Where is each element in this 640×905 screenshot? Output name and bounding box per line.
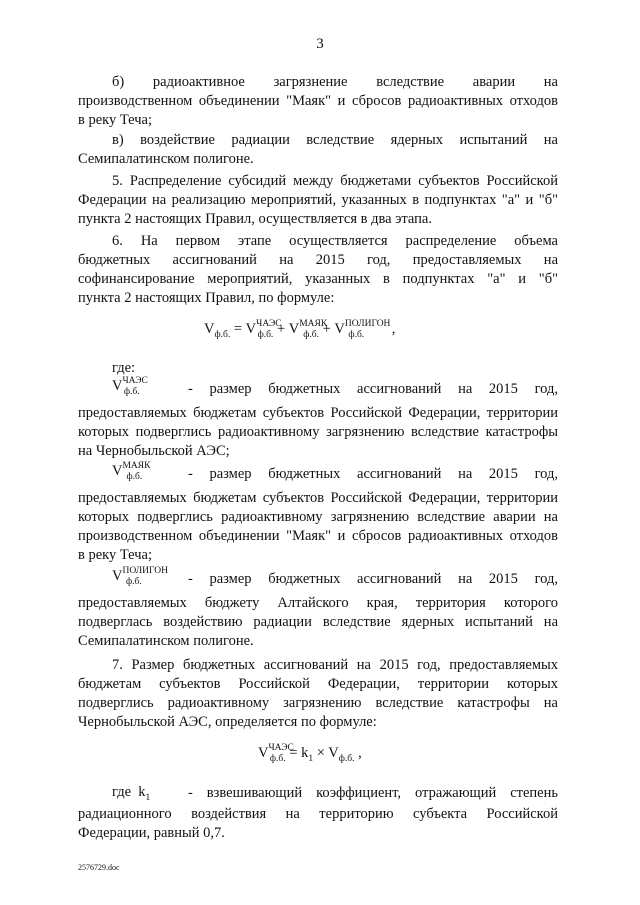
file-name-footer: 2576729.doc: [78, 863, 120, 872]
formula-chaes: $V^{ЧАЭС}_{ф.б.} = k_1 \times V_{ф.б.}$ ,: [258, 743, 362, 764]
text-line: в реку Теча;: [78, 547, 153, 563]
text-line: которых подверглись радиоактивному загрязнению вследствие катастрофы: [78, 424, 558, 440]
text-line: - размер бюджетных ассигнований на 2015 год,: [188, 571, 558, 587]
text-line: пункта 2 настоящих Правил, по формуле:: [78, 290, 335, 306]
text-line: где:: [112, 360, 136, 376]
symbol-v-mayak: $V^{МАЯК}_{ф.б.}$: [112, 461, 151, 482]
text-line: бюджетных ассигнований на 2015 год, предоставляемых на: [78, 252, 558, 268]
text-line: Семипалатинском полигоне.: [78, 151, 254, 167]
text-line: предоставляемых бюджетам субъектов Российской Федерации, территории: [78, 490, 558, 506]
text-line: подверглись радиоактивному загрязнению вследствие катастрофы на: [78, 695, 558, 711]
text-line: пункта 2 настоящих Правил, осуществляется в два этапа.: [78, 211, 432, 227]
text-line: б) радиоактивное загрязнение вследствие аварии на: [112, 74, 558, 90]
text-line: Чернобыльской АЭС, определяется по формуле:: [78, 714, 377, 730]
text-line: производственном объединении "Маяк" и сбросов радиоактивных отходов: [78, 528, 558, 544]
symbol-v-chaes: $V^{ЧАЭС}_{ф.б.}$: [112, 376, 148, 397]
symbol-k1: где $k_1$: [112, 784, 151, 803]
text-line: предоставляемых бюджету Алтайского края, территория которого: [78, 595, 558, 611]
text-line: софинансирование мероприятий, указанных в подпунктах "а" и "б": [78, 271, 558, 287]
text-line: радиационного воздействия на территорию субъекта Российской: [78, 806, 558, 822]
text-line: - размер бюджетных ассигнований на 2015 год,: [188, 466, 558, 482]
text-line: производственном объединении "Маяк" и сбросов радиоактивных отходов: [78, 93, 558, 109]
text-line: Федерации, равный 0,7.: [78, 825, 225, 841]
text-line: предоставляемых бюджетам субъектов Российской Федерации, территории: [78, 405, 558, 421]
text-line: в) воздействие радиации вследствие ядерных испытаний на: [112, 132, 558, 148]
page-number: 3: [316, 36, 324, 52]
text-line: 7. Размер бюджетных ассигнований на 2015 год, предоставляемых: [112, 657, 558, 673]
symbol-v-poligon: $V^{ПОЛИГОН}_{ф.б.}$: [112, 566, 169, 587]
formula-distribution: $V_{ф.б.} = V^{ЧАЭС}_{ф.б.} + V^{МАЯК}_{ф.б.} + V^{ПОЛИГОН}_{ф.б.}$ ,: [204, 319, 396, 340]
text-line: бюджетам субъектов Российской Федерации, территории которых: [78, 676, 558, 692]
text-line: Семипалатинском полигоне.: [78, 633, 254, 649]
text-line: - размер бюджетных ассигнований на 2015 год,: [188, 381, 558, 397]
text-line: которых подверглись радиоактивному загрязнению вследствие аварии на: [78, 509, 558, 525]
text-line: в реку Теча;: [78, 112, 153, 128]
text-line: 5. Распределение субсидий между бюджетами субъектов Российской: [112, 173, 558, 189]
text-line: - взвешивающий коэффициент, отражающий степень: [188, 785, 558, 801]
text-line: Федерации на реализацию мероприятий, указанных в подпунктах "а" и "б": [78, 192, 558, 208]
text-line: на Чернобыльской АЭС;: [78, 443, 230, 459]
text-line: подверглась воздействию радиации вследствие ядерных испытаний на: [78, 614, 558, 630]
text-line: 6. На первом этапе осуществляется распределение объема: [112, 233, 558, 249]
